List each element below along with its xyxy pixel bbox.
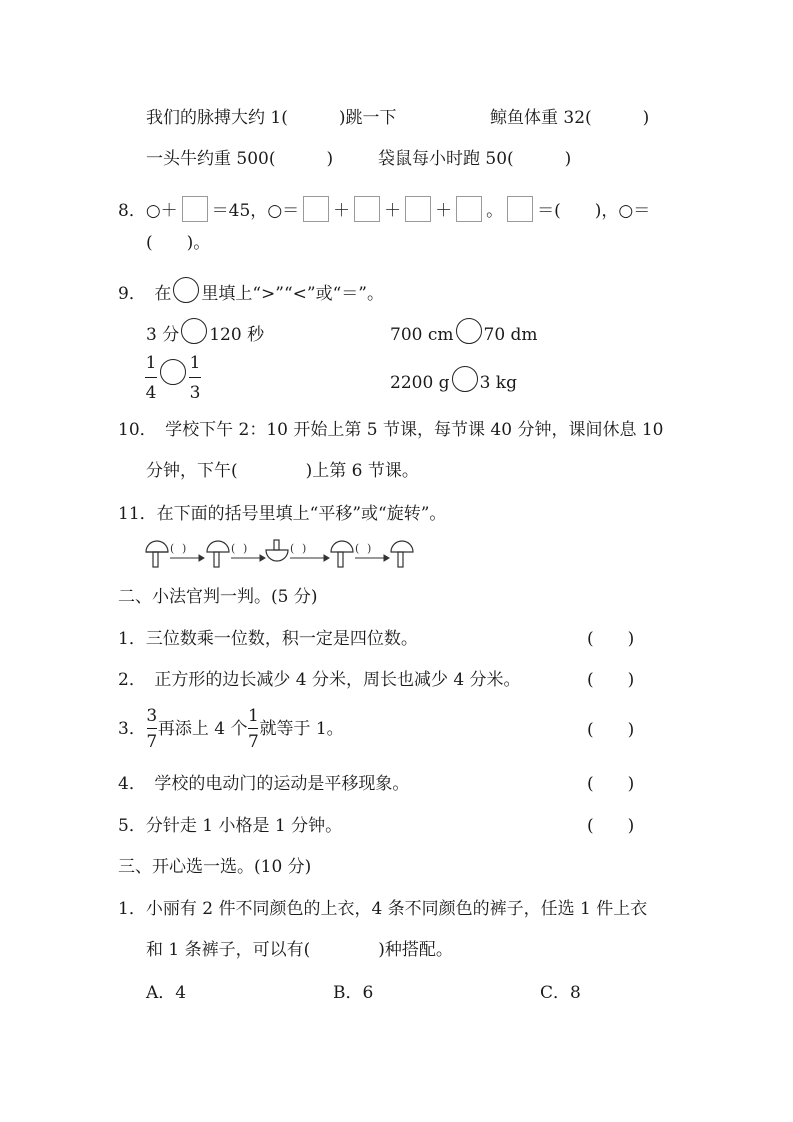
- q8-number: 8．: [118, 201, 146, 221]
- q9-before: 在: [154, 284, 172, 304]
- arrow-icon: [231, 555, 265, 561]
- compare-b: [390, 318, 538, 346]
- question-9: [118, 277, 384, 305]
- question-8: [118, 196, 650, 222]
- plus-sign: ＋: [435, 201, 453, 221]
- paddle-icon-flipped: [266, 540, 288, 561]
- compare-circle-icon: [173, 277, 199, 303]
- circle-answer-label: ○＝: [618, 201, 651, 221]
- cow-question: 一头牛约重 500( ): [146, 149, 334, 169]
- fraction-numerator: 3: [146, 705, 158, 726]
- question-8-continued: ( )。: [146, 233, 211, 253]
- answer-paren-5[interactable]: ( ): [587, 816, 635, 836]
- answer-paren-2[interactable]: ( ): [587, 670, 635, 690]
- pulse-question: 我们的脉搏大约 1( )跳一下: [146, 108, 397, 128]
- judge-item-3: [118, 706, 344, 753]
- fraction-numerator: 1: [189, 352, 201, 373]
- compare-a-right: 120 秒: [209, 325, 265, 345]
- blank-square: [507, 196, 533, 222]
- item-3-number: 3．: [118, 719, 146, 739]
- compare-circle-icon: [452, 366, 478, 392]
- compare-a: [146, 318, 264, 346]
- square-answer: ＝( )，: [537, 201, 619, 221]
- option-a[interactable]: A．4: [146, 983, 187, 1003]
- question-10-line1: 10． 学校下午 2：10 开始上第 5 节课，每节课 40 分钟，课间休息 10: [118, 420, 664, 440]
- judge-item-1: 1．三位数乘一位数，积一定是四位数。: [118, 629, 418, 649]
- compare-b-right: 70 dm: [483, 325, 538, 345]
- svg-text:): ): [302, 542, 307, 555]
- paddle-icon: [207, 541, 229, 567]
- svg-text:(: (: [355, 542, 360, 555]
- section-3-title: 三、开心选一选。(10 分): [118, 857, 312, 877]
- plus-sign: ＋: [160, 201, 178, 221]
- compare-d-right: 3 kg: [479, 373, 517, 393]
- fraction-numerator: 1: [145, 352, 157, 373]
- compare-circle-icon: [456, 318, 482, 344]
- plus-sign: ＋: [384, 201, 402, 221]
- svg-text:): ): [367, 542, 372, 555]
- compare-c: [144, 352, 202, 405]
- choice-question-1-line2: 和 1 条裤子，可以有( )种搭配。: [146, 940, 453, 960]
- section-2-title: 二、小法官判一判。(5 分): [118, 587, 318, 607]
- svg-text:): ): [182, 542, 187, 555]
- choice-question-1-line1: 1．小丽有 2 件不同颜色的上衣，4 条不同颜色的裤子，任选 1 件上衣: [118, 899, 648, 919]
- item-3-mid: 再添上 4 个: [157, 719, 248, 739]
- fraction-one-quarter: [144, 353, 158, 405]
- blank-square: [303, 196, 329, 222]
- compare-d: [390, 366, 517, 394]
- circle-symbol: ○: [267, 201, 283, 221]
- judge-item-2: 2． 正方形的边长减少 4 分米，周长也减少 4 分米。: [118, 670, 521, 690]
- blank-square: [456, 196, 482, 222]
- circle-symbol: ○: [145, 201, 161, 221]
- arrow-icon: [290, 555, 329, 561]
- judge-item-4: 4． 学校的电动门的运动是平移现象。: [118, 774, 410, 794]
- svg-text:(: (: [231, 542, 236, 555]
- fraction-denominator: 7: [248, 731, 259, 752]
- svg-text:): ): [243, 542, 248, 555]
- option-c[interactable]: C．8: [540, 983, 581, 1003]
- answer-paren-3[interactable]: ( ): [587, 720, 635, 740]
- fraction-denominator: 4: [145, 382, 157, 403]
- blank-square: [354, 196, 380, 222]
- compare-d-left: 2200 g: [390, 373, 450, 393]
- q9-number: 9．: [118, 284, 138, 304]
- paddle-icon: [146, 541, 168, 567]
- compare-circle-icon: [181, 318, 207, 344]
- option-b[interactable]: B．6: [333, 983, 374, 1003]
- item-3-end: 就等于 1。: [259, 719, 344, 739]
- period-mark: 。: [486, 201, 504, 221]
- answer-paren-4[interactable]: ( ): [587, 774, 635, 794]
- paddle-sequence-figure: [144, 538, 424, 572]
- compare-circle-icon: [160, 359, 186, 385]
- blank-square: [405, 196, 431, 222]
- fraction-numerator: 1: [248, 705, 259, 726]
- question-10-line2: 分钟，下午( )上第 6 节课。: [146, 461, 419, 481]
- eq-45: ＝45，: [211, 201, 268, 221]
- svg-text:(: (: [170, 542, 175, 555]
- answer-paren-1[interactable]: ( ): [587, 629, 635, 649]
- paddle-icon: [391, 541, 413, 567]
- arrow-icon: [170, 555, 204, 561]
- arrow-icon: [355, 555, 389, 561]
- question-11: 11．在下面的括号里填上“平移”或“旋转”。: [118, 504, 447, 524]
- fraction-denominator: 7: [146, 731, 158, 752]
- fraction-one-third: [188, 353, 202, 405]
- fraction-three-sevenths: [146, 707, 158, 753]
- fraction-denominator: 3: [189, 382, 201, 403]
- blank-square: [182, 196, 208, 222]
- whale-question: 鲸鱼体重 32( ): [490, 108, 650, 128]
- compare-a-left: 3 分: [146, 325, 180, 345]
- equals-sign: ＝: [282, 201, 300, 221]
- judge-item-5: 5．分针走 1 小格是 1 分钟。: [118, 816, 343, 836]
- svg-text:(: (: [290, 542, 295, 555]
- compare-b-left: 700 cm: [390, 325, 454, 345]
- q9-instruction: 里填上“>”“<”或“＝”。: [201, 284, 384, 304]
- plus-sign: ＋: [333, 201, 351, 221]
- fraction-one-seventh: [247, 707, 259, 753]
- paddle-icon: [331, 541, 353, 567]
- kangaroo-question: 袋鼠每小时跑 50( ): [378, 149, 572, 169]
